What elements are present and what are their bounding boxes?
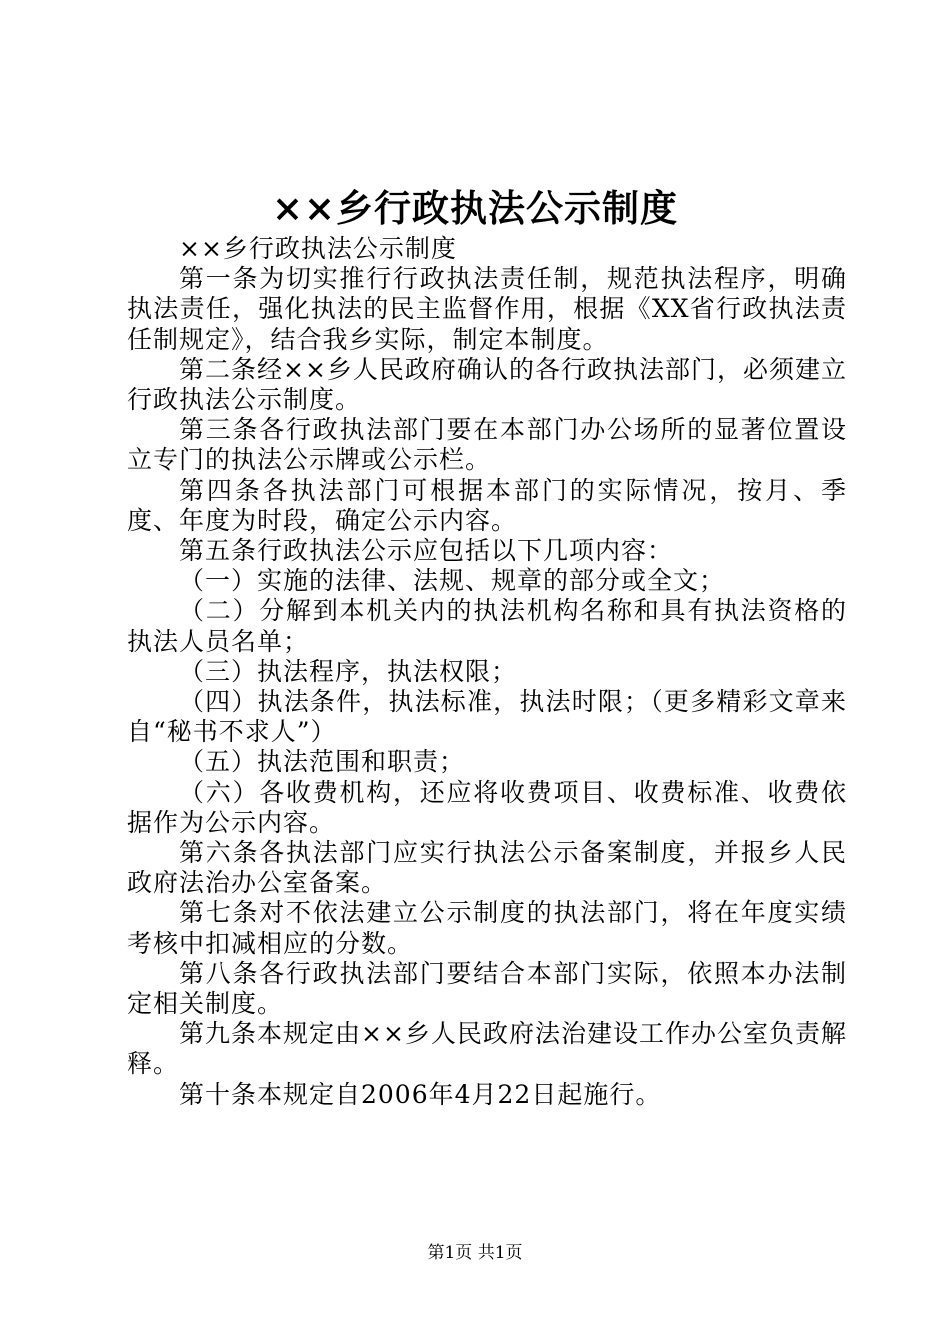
paragraph-article-1: 第一条为切实推行行政执法责任制，规范执法程序，明确执法责任，强化执法的民主监督作用，根据《XX省行政执法责任制规定》，结合我乡实际，制定本制度。 [127, 264, 847, 354]
paragraph-article-5: 第五条行政执法公示应包括以下几项内容： [179, 536, 674, 566]
paragraph-article-6: 第六条各执法部门应实行执法公示备案制度，并报乡人民政府法治办公室备案。 [127, 838, 847, 898]
paragraph-item-2: （二）分解到本机关内的执法机构名称和具有执法资格的执法人员名单； [127, 596, 847, 656]
paragraph-article-7: 第七条对不依法建立公示制度的执法部门，将在年度实绩考核中扣减相应的分数。 [127, 898, 847, 958]
paragraph-article-3: 第三条各行政执法部门要在本部门办公场所的显著位置设立专门的执法公示牌或公示栏。 [127, 415, 847, 475]
document-body [127, 234, 847, 1110]
paragraph-item-5: （五）执法范围和职责； [179, 747, 466, 777]
paragraph-item-6: （六）各收费机构，还应将收费项目、收费标准、收费依据作为公示内容。 [127, 777, 847, 837]
paragraph-item-3: （三）执法程序，执法权限； [179, 656, 518, 686]
document-title: ××乡行政执法公示制度 [271, 186, 678, 230]
paragraph-article-10: 第十条本规定自2006年4月22日起施行。 [179, 1079, 662, 1109]
paragraph-article-2: 第二条经××乡人民政府确认的各行政执法部门，必须建立行政执法公示制度。 [127, 354, 847, 415]
paragraph-heading: ××乡行政执法公示制度 [179, 234, 457, 263]
paragraph-article-8: 第八条各行政执法部门要结合本部门实际，依照本办法制定相关制度。 [127, 958, 847, 1019]
paragraph-item-4: （四）执法条件，执法标准，执法时限；（更多精彩文章来自“秘书不求人”） [127, 687, 847, 747]
paragraph-article-4: 第四条各执法部门可根据本部门的实际情况，按月、季度、年度为时段，确定公示内容。 [127, 475, 847, 535]
paragraph-item-1: （一）实施的法律、法规、规章的部分或全文； [179, 566, 726, 596]
page-number-footer: 第1页 共1页 [427, 1243, 523, 1263]
paragraph-article-9: 第九条本规定由××乡人民政府法治建设工作办公室负责解释。 [127, 1019, 847, 1079]
